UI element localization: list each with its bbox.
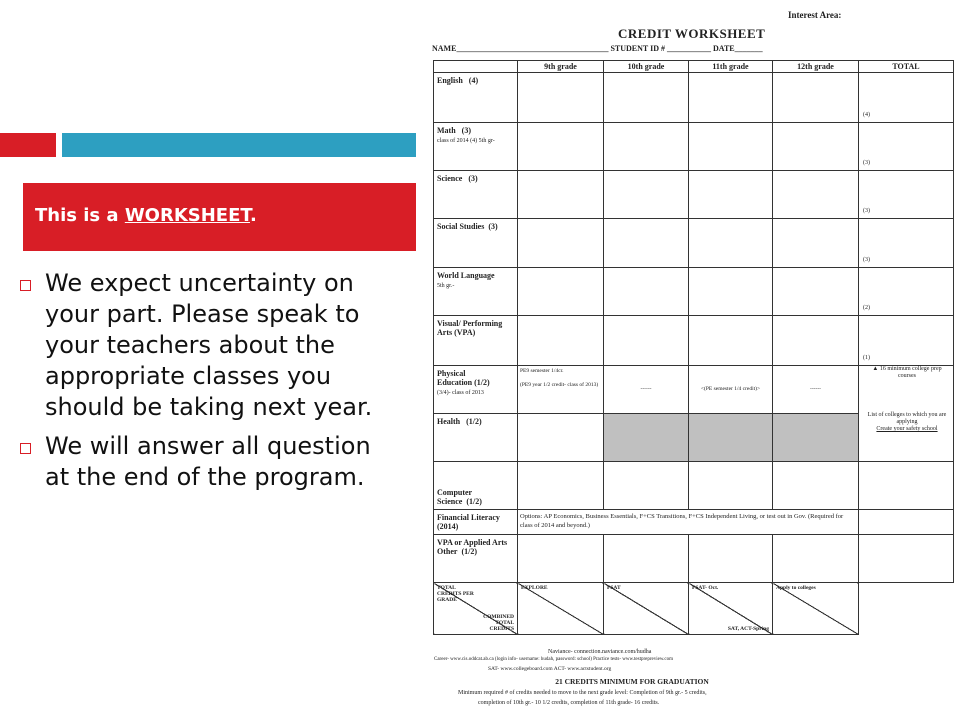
test-cell-12[interactable]: Apply to colleges bbox=[773, 583, 859, 635]
empty-total-cell bbox=[859, 583, 954, 635]
total-science[interactable]: (3) bbox=[859, 171, 954, 219]
cell-cs-12[interactable] bbox=[773, 462, 859, 510]
total-social-studies[interactable]: (3) bbox=[859, 219, 954, 268]
cell-science-11[interactable] bbox=[689, 171, 773, 219]
table-row bbox=[434, 535, 954, 583]
cell-cs-11[interactable] bbox=[689, 462, 773, 510]
sat-note: SAT, ACT-Spring bbox=[727, 626, 769, 632]
cell-science-10[interactable] bbox=[604, 171, 689, 219]
interest-area-label: Interest Area: bbox=[788, 10, 842, 20]
total-english[interactable]: (4) bbox=[859, 73, 954, 123]
totals-row bbox=[434, 583, 954, 635]
row-label-social-studies: Social Studies (3) bbox=[434, 219, 518, 268]
cell-science-12[interactable] bbox=[773, 171, 859, 219]
cell-pe-9[interactable]: PE9 semester 1/4cr. (PE9 year 1/2 credit- class of 2013) bbox=[518, 366, 604, 414]
grid-corner bbox=[434, 61, 518, 73]
cell-vpa-9[interactable] bbox=[518, 316, 604, 366]
cell-language-10[interactable] bbox=[604, 268, 689, 316]
cell-science-9[interactable] bbox=[518, 171, 604, 219]
cell-social-9[interactable] bbox=[518, 219, 604, 268]
row-label-world-language: World Language 5th gr.- bbox=[434, 268, 518, 316]
table-row bbox=[434, 462, 954, 510]
total-financial[interactable] bbox=[859, 510, 954, 535]
banner-keyword: WORKSHEET bbox=[124, 205, 250, 226]
row-label-science: Science (3) bbox=[434, 171, 518, 219]
side-notes-cell bbox=[859, 366, 954, 462]
grid-header-row bbox=[434, 61, 954, 73]
col-10th-grade: 10th grade bbox=[604, 61, 689, 73]
cell-pe-10[interactable]: ------ bbox=[604, 366, 689, 414]
cell-english-10[interactable] bbox=[604, 73, 689, 123]
cell-social-11[interactable] bbox=[689, 219, 773, 268]
row-label-math: Math (3) class of 2014 (4) 5th gr- bbox=[434, 123, 518, 171]
cell-english-9[interactable] bbox=[518, 73, 604, 123]
total-math[interactable]: (3) bbox=[859, 123, 954, 171]
col-11th-grade: 11th grade bbox=[689, 61, 773, 73]
cell-social-12[interactable] bbox=[773, 219, 859, 268]
cell-math-9[interactable] bbox=[518, 123, 604, 171]
decorative-blue-bar bbox=[62, 133, 416, 157]
cell-vpa-10[interactable] bbox=[604, 316, 689, 366]
table-row bbox=[434, 73, 954, 123]
bullet-text-1: We expect uncertainty on your part. Please speak to your teachers about the appropriate classes you should be taking next year. bbox=[45, 269, 373, 421]
cell-english-12[interactable] bbox=[773, 73, 859, 123]
cell-math-12[interactable] bbox=[773, 123, 859, 171]
cell-language-11[interactable] bbox=[689, 268, 773, 316]
table-row bbox=[434, 268, 954, 316]
table-row bbox=[434, 171, 954, 219]
decorative-red-bar bbox=[0, 133, 56, 157]
credit-grid bbox=[433, 60, 954, 635]
college-prep-note: ▲ 16 minimum college prep courses bbox=[872, 366, 942, 379]
total-world-language[interactable]: (2) bbox=[859, 268, 954, 316]
cell-health-11-shaded bbox=[689, 414, 773, 462]
cell-applied-11[interactable] bbox=[689, 535, 773, 583]
bullet-text-2: We will answer all question at the end of the program. bbox=[45, 432, 371, 491]
cell-social-10[interactable] bbox=[604, 219, 689, 268]
table-row bbox=[434, 219, 954, 268]
table-row bbox=[434, 366, 954, 414]
credit-worksheet bbox=[428, 4, 956, 716]
min-credits-text-1: Minimum required # of credits needed to move to the next grade level: Completion of 9th gr.- 5 credits, bbox=[458, 690, 707, 696]
bullet-square-icon bbox=[20, 443, 31, 454]
test-cell-11[interactable]: PSAT- Oct. SAT, ACT-Spring bbox=[689, 583, 773, 635]
college-list-note: List of colleges to which you are applying Create your safety school bbox=[867, 412, 947, 432]
row-label-english: English (4) bbox=[434, 73, 518, 123]
col-9th-grade: 9th grade bbox=[518, 61, 604, 73]
test-links-line: SAT- www.collegeboard.com ACT- www.actstudent.org bbox=[488, 666, 612, 672]
row-label-vpa: Visual/ Performing Arts (VPA) bbox=[434, 316, 518, 366]
row-label-financial-literacy: Financial Literacy (2014) bbox=[434, 510, 518, 535]
test-cell-10[interactable]: PSAT bbox=[604, 583, 689, 635]
cell-math-11[interactable] bbox=[689, 123, 773, 171]
cell-applied-12[interactable] bbox=[773, 535, 859, 583]
min-credits-text-2: completion of 10th gr.- 10 1/2 credits, completion of 11th grade- 16 credits. bbox=[478, 700, 660, 706]
career-links-line: Career- www.cis.oddcat.ab.ca (login info- username: hudah, password: school) Practice tests- www.testprepreview.com bbox=[434, 657, 673, 662]
worksheet-title: CREDIT WORKSHEET bbox=[618, 26, 766, 41]
cell-applied-9[interactable] bbox=[518, 535, 604, 583]
cell-english-11[interactable] bbox=[689, 73, 773, 123]
combined-label: COMBINED TOTAL CREDITS bbox=[483, 614, 514, 632]
row-label-vpa-applied-arts: VPA or Applied Arts Other (1/2) bbox=[434, 535, 518, 583]
cell-math-10[interactable] bbox=[604, 123, 689, 171]
cell-pe-11[interactable]: <(PE semester 1/4 credit)> bbox=[689, 366, 773, 414]
table-row bbox=[434, 316, 954, 366]
total-vpa[interactable]: (1) bbox=[859, 316, 954, 366]
cell-language-12[interactable] bbox=[773, 268, 859, 316]
row-label-physical-education: Physical Education (1/2) (3/4)- class of 2013 bbox=[434, 366, 518, 414]
title-banner bbox=[23, 183, 416, 251]
bullet-item bbox=[20, 431, 390, 493]
row-label-health: Health (1/2) bbox=[434, 414, 518, 462]
banner-suffix: . bbox=[249, 205, 257, 226]
table-row bbox=[434, 510, 954, 535]
cell-health-9[interactable] bbox=[518, 414, 604, 462]
table-row bbox=[434, 123, 954, 171]
totals-label: TOTAL CREDITS PER GRADE bbox=[437, 585, 474, 603]
financial-options-note: Options: AP Economics, Business Essentials, F+CS Transitions, F+CS Independent Living, or test out in Gov. (Required for class of 2014 and beyond.) bbox=[518, 510, 859, 535]
col-12th-grade: 12th grade bbox=[773, 61, 859, 73]
total-applied[interactable] bbox=[859, 535, 954, 583]
naviance-line: Naviance- connection.naviance.com/hudha bbox=[548, 649, 652, 655]
cell-cs-9[interactable] bbox=[518, 462, 604, 510]
bullet-item bbox=[20, 268, 390, 423]
cell-applied-10[interactable] bbox=[604, 535, 689, 583]
cell-vpa-11[interactable] bbox=[689, 316, 773, 366]
row-label-computer-science: Computer Science (1/2) bbox=[434, 462, 518, 510]
cell-vpa-12[interactable] bbox=[773, 316, 859, 366]
name-id-date-line: NAME______________________________________ STUDENT ID # ___________ DATE_______ bbox=[432, 44, 763, 53]
cell-cs-10[interactable] bbox=[604, 462, 689, 510]
cell-language-9[interactable] bbox=[518, 268, 604, 316]
cell-pe-12[interactable]: ------ bbox=[773, 366, 859, 414]
cell-health-12-shaded bbox=[773, 414, 859, 462]
bullet-list bbox=[20, 268, 390, 501]
col-total: TOTAL bbox=[859, 61, 954, 73]
test-cell-9[interactable]: EXPLORE bbox=[518, 583, 604, 635]
cell-health-10-shaded bbox=[604, 414, 689, 462]
banner-title bbox=[35, 205, 257, 226]
graduation-minimum-title: 21 CREDITS MINIMUM FOR GRADUATION bbox=[555, 677, 709, 686]
banner-prefix: This is a bbox=[35, 205, 125, 226]
total-computer-science[interactable] bbox=[859, 462, 954, 510]
bullet-square-icon bbox=[20, 280, 31, 291]
totals-label-cell bbox=[434, 583, 518, 635]
